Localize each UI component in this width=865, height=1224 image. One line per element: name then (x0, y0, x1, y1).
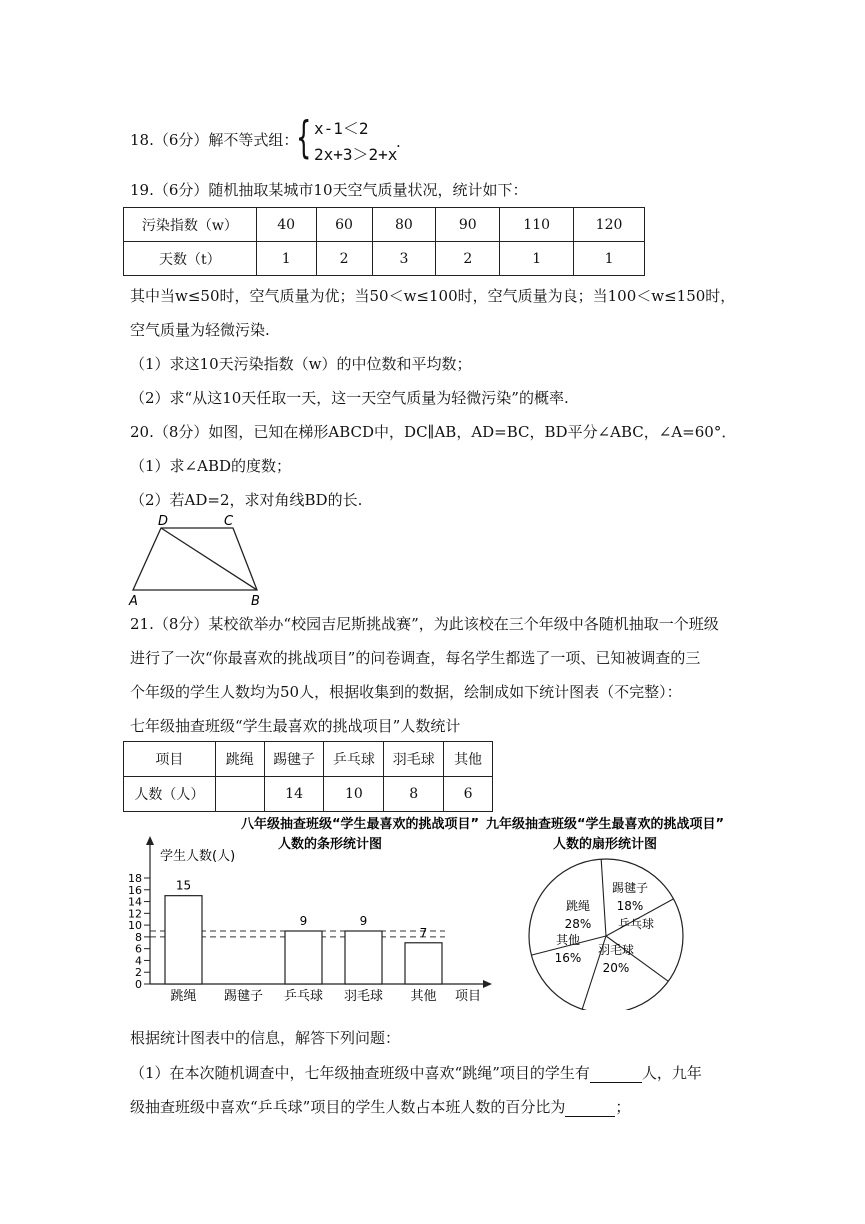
pie-slice-percent: 20% (602, 961, 630, 975)
vertex-label-a: A (129, 594, 138, 609)
q21-answer-1-line-2 (130, 1096, 630, 1117)
q19-table-row-days (124, 242, 645, 276)
table-cell: 乒乓球 (324, 742, 384, 777)
bar-value-label: 9 (299, 914, 308, 928)
vertex-label-d: D (158, 514, 169, 529)
table-cell: 污染指数（w） (124, 208, 257, 242)
x-category-label: 羽毛球 (343, 989, 384, 1004)
table-cell: 人数（人） (124, 777, 216, 812)
x-category-label: 跳绳 (170, 989, 197, 1004)
table-cell: 跳绳 (215, 742, 264, 777)
q19-part-1: （1）求这10天污染指数（w）的中位数和平均数； (130, 355, 472, 373)
bar (165, 896, 202, 984)
q21-table (123, 741, 493, 812)
table-cell: 110 (500, 208, 574, 242)
bar (405, 943, 442, 984)
y-tick-label: 18 (128, 872, 142, 885)
grade8-bar-chart (125, 812, 510, 1007)
table-cell: 80 (372, 208, 436, 242)
q19-desc-1: 其中当w≤50时，空气质量为优；当50＜w≤100时，空气质量为良；当100＜w≤150时， (130, 287, 736, 305)
bar-chart-ylabel: 学生人数(人) (160, 849, 236, 864)
table-cell: 14 (264, 777, 324, 812)
vertex-label-b: B (251, 594, 260, 609)
table-cell: 2 (436, 242, 500, 276)
answer-blank-1[interactable] (590, 1062, 642, 1083)
table-cell: 6 (444, 777, 493, 812)
q19-part-2: （2）求“从这10天任取一天，这一天空气质量为轻微污染”的概率. (130, 389, 569, 407)
pie-slice-label: 踢毽子 (611, 881, 649, 895)
table-cell: 天数（t） (124, 242, 257, 276)
table-cell: 羽毛球 (384, 742, 444, 777)
table-cell: 其他 (444, 742, 493, 777)
q21-line-1: 21.（8分）某校欲举办“校园吉尼斯挑战赛”，为此该校在三个年级中各随机抽取一个班级 (130, 615, 719, 633)
q21-answer-1-text-c: 级抽查班级中喜欢“乒乓球”项目的学生人数占本班人数的百分比为 (130, 1098, 566, 1116)
y-tick-label: 14 (128, 895, 142, 909)
q21-answer-1-text-b: 人，九年 (641, 1064, 702, 1082)
table-cell: 8 (384, 777, 444, 812)
bar-chart-subtitle: 人数的条形统计图 (277, 837, 383, 852)
x-category-label: 踢毽子 (223, 989, 264, 1004)
bar (285, 931, 322, 984)
q21-answer-1-text-a: （1）在本次随机调查中，七年级抽查班级中喜欢“跳绳”项目的学生有 (130, 1064, 590, 1082)
q20-part-2: （2）若AD=2，求对角线BD的长. (130, 491, 363, 509)
table-cell: 踢毽子 (264, 742, 324, 777)
table-cell: 项目 (124, 742, 216, 777)
pie-slice-label: 其他 (555, 933, 581, 947)
table-cell: 1 (574, 242, 645, 276)
pie-slice-percent: 16% (554, 951, 582, 965)
table-cell: 3 (372, 242, 436, 276)
y-tick-label: 10 (128, 919, 142, 933)
table-cell: 2 (316, 242, 372, 276)
q18-inequality-1: x-1＜2 (314, 119, 369, 138)
table-cell: 60 (316, 208, 372, 242)
table-cell (215, 777, 264, 812)
pie-slice-label: 跳绳 (565, 899, 591, 913)
q18-prefix: 18.（6分）解不等式组： (130, 131, 299, 149)
q19-table (123, 207, 645, 276)
q19-desc-2: 空气质量为轻微污染. (130, 321, 270, 339)
brace-symbol: { (296, 112, 312, 163)
bar-value-label: 7 (419, 925, 428, 940)
y-tick-label: 16 (128, 883, 142, 897)
pie-chart-title: 九年级抽查班级“学生最喜欢的挑战项目” (485, 817, 725, 832)
q21-table-row-items (124, 742, 493, 777)
y-tick-label: 0 (135, 978, 142, 991)
grade9-pie-chart (470, 812, 750, 1010)
q21-line-3: 个年级的学生人数均为50人，根据收集到的数据，绘制成如下统计图表（不完整）： (130, 683, 682, 701)
q21-table-row-counts (124, 777, 493, 812)
table-cell: 10 (324, 777, 384, 812)
vertex-label-c: C (224, 514, 234, 529)
bar-value-label: 9 (359, 914, 368, 928)
q18-period: . (396, 133, 401, 151)
table-cell: 120 (574, 208, 645, 242)
pie-slice-percent: 18% (616, 899, 644, 913)
pie-chart-subtitle: 人数的扇形统计图 (552, 837, 658, 852)
bar (345, 931, 382, 984)
trapezoid-outline (133, 528, 257, 590)
table-cell: 1 (500, 242, 574, 276)
q19-table-row-index (124, 208, 645, 242)
bar-value-label: 15 (175, 878, 192, 893)
x-category-label: 乒乓球 (283, 989, 324, 1004)
pie-slice-percent: 28% (564, 917, 592, 931)
q21-line-2: 进行了一次“你最喜欢的挑战项目”的问卷调查，每名学生都选了一项、已知被调查的三 (130, 649, 701, 667)
q18-inequality-2: 2x+3＞2+x (314, 145, 398, 164)
y-tick-label: 4 (135, 954, 142, 968)
q20-part-1: （1）求∠ABD的度数； (130, 457, 291, 475)
y-tick-label: 12 (128, 907, 142, 921)
diagonal-bd (161, 528, 257, 590)
x-category-label: 其他 (410, 989, 437, 1004)
q21-table-title: 七年级抽查班级“学生最喜欢的挑战项目”人数统计 (130, 717, 461, 735)
pie-slice-label: 乒乓球 (617, 917, 655, 931)
table-cell: 90 (436, 208, 500, 242)
pie-chart-marks (529, 859, 683, 1010)
answer-blank-2[interactable] (565, 1096, 615, 1117)
trapezoid-figure (125, 512, 275, 610)
y-tick-label: 8 (135, 930, 142, 944)
table-cell: 1 (256, 242, 316, 276)
q21-answer-1-line-1 (130, 1062, 702, 1083)
q19-intro: 19.（6分）随机抽取某城市10天空气质量状况，统计如下： (130, 181, 528, 199)
q21-answer-1-text-d: ； (615, 1098, 631, 1116)
y-tick-label: 2 (135, 966, 142, 980)
table-cell: 40 (256, 208, 316, 242)
y-axis-arrow (146, 836, 154, 845)
q21-answer-intro: 根据统计图表中的信息，解答下列问题： (130, 1029, 401, 1047)
q20-intro: 20.（8分）如图，已知在梯形ABCD中，DC∥AB，AD=BC，BD平分∠ABC，∠A=60°． (130, 423, 737, 441)
bar-chart-xlabel: 项目 (455, 989, 482, 1004)
pie-slice-label: 羽毛球 (597, 943, 635, 957)
y-tick-label: 6 (135, 942, 142, 956)
bar-chart-title: 八年级抽查班级“学生最喜欢的挑战项目” (240, 817, 480, 832)
